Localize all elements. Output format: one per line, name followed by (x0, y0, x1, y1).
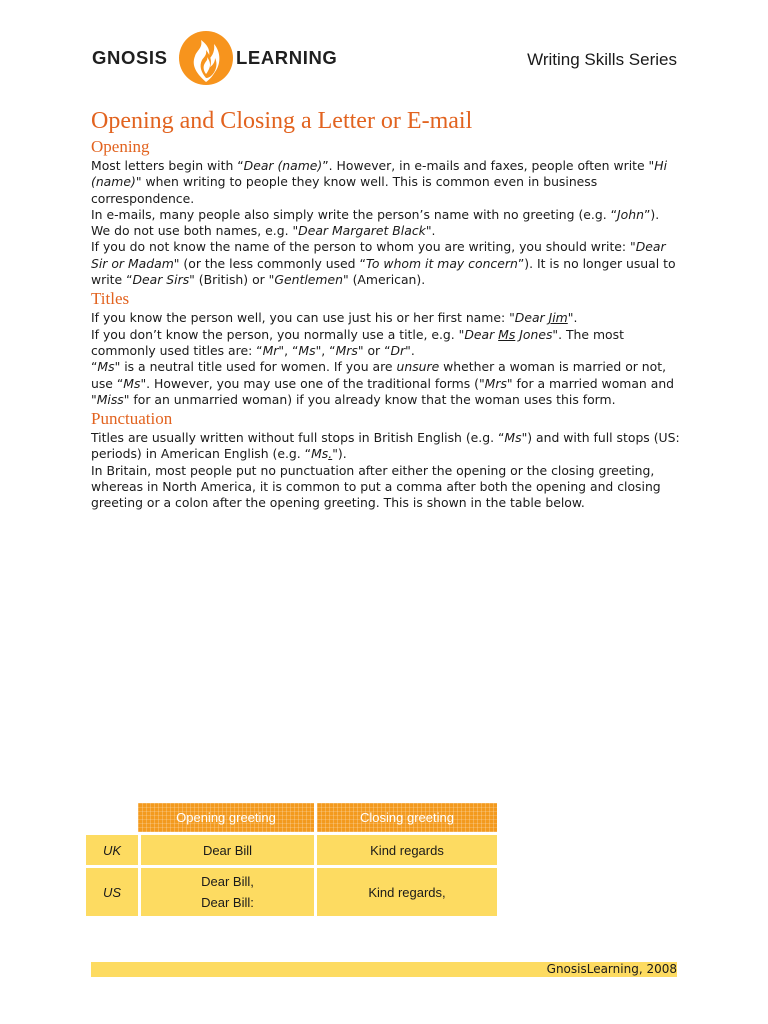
paragraph-titles-1: If you know the person well, you can use just his or her first name: "Dear Jim". (91, 310, 578, 326)
logo-text-learning: LEARNING (236, 47, 338, 68)
row-label-us: US (86, 865, 138, 916)
section-heading-opening: Opening (91, 137, 150, 156)
table-row (86, 865, 497, 916)
paragraph-titles-3: “Ms" is a neutral title used for women. If you are unsure whether a woman is married or not, use “Ms". However, you may use one of the traditional forms ("Mrs" for a married woman and "Miss" for an unmarried woman) if you already know that the woman uses this form. (91, 359, 675, 407)
row-label-uk: UK (86, 832, 138, 865)
greeting-punctuation-table (86, 803, 497, 916)
document-body (91, 106, 681, 512)
page-header (0, 0, 768, 100)
table-corner-cell (86, 803, 138, 832)
cell-uk-opening: Dear Bill (138, 832, 314, 865)
series-title: Writing Skills Series (527, 50, 677, 69)
paragraph-punctuation-1: Titles are usually written without full stops in British English (e.g. “Ms") and with full stops (US: periods) in American English (e.g. “Ms."). (91, 430, 680, 462)
section-heading-titles: Titles (91, 289, 130, 309)
page-title: Opening and Closing a Letter or E-mail (91, 108, 473, 134)
paragraph-opening-1: Most letters begin with “Dear (name)”. However, in e-mails and faxes, people often write "Hi (name)" when writing to people they know well. This is common even in business correspondence. (91, 158, 668, 206)
paragraph-opening-4: If you do not know the name of the person to whom you are writing, you should write: "Dear Sir or Madam" (or the less commonly used “To whom it may concern”). It is no longer usual to write “Dear Sirs" (British) or "Gentlemen" (American). (91, 239, 676, 288)
cell-us-closing: Kind regards, (314, 865, 497, 916)
logo-text-gnosis: GNOSIS (92, 47, 168, 68)
gnosis-learning-logo (91, 30, 347, 86)
table-row (86, 832, 497, 865)
footer-copyright: GnosisLearning, 2008 (546, 962, 677, 976)
flame-emblem-icon (177, 30, 235, 86)
paragraph-punctuation-2: In Britain, most people put no punctuation after either the opening or the closing greeting, whereas in North America, it is common to put a comma after both the opening and closing greeting or a colon after the opening greeting. This is shown in the table below. (91, 462, 661, 511)
paragraph-titles-2: If you don’t know the person, you normally use a title, e.g. "Dear Ms Jones". The most commonly used titles are: “Mr", “Ms", “Mrs" or “Dr". (91, 326, 624, 358)
paragraph-opening-2: In e-mails, many people also simply write the person’s name with no greeting (e.g. “John”). (91, 206, 660, 222)
paragraph-opening-3: We do not use both names, e.g. "Dear Margaret Black". (91, 223, 436, 239)
cell-uk-closing: Kind regards (314, 832, 497, 865)
section-heading-punctuation: Punctuation (91, 409, 173, 429)
column-header-closing-greeting: Closing greeting (314, 803, 497, 832)
table-header-row (86, 803, 497, 832)
cell-us-opening: Dear Bill, Dear Bill: (138, 865, 314, 916)
column-header-opening-greeting: Opening greeting (138, 803, 314, 832)
